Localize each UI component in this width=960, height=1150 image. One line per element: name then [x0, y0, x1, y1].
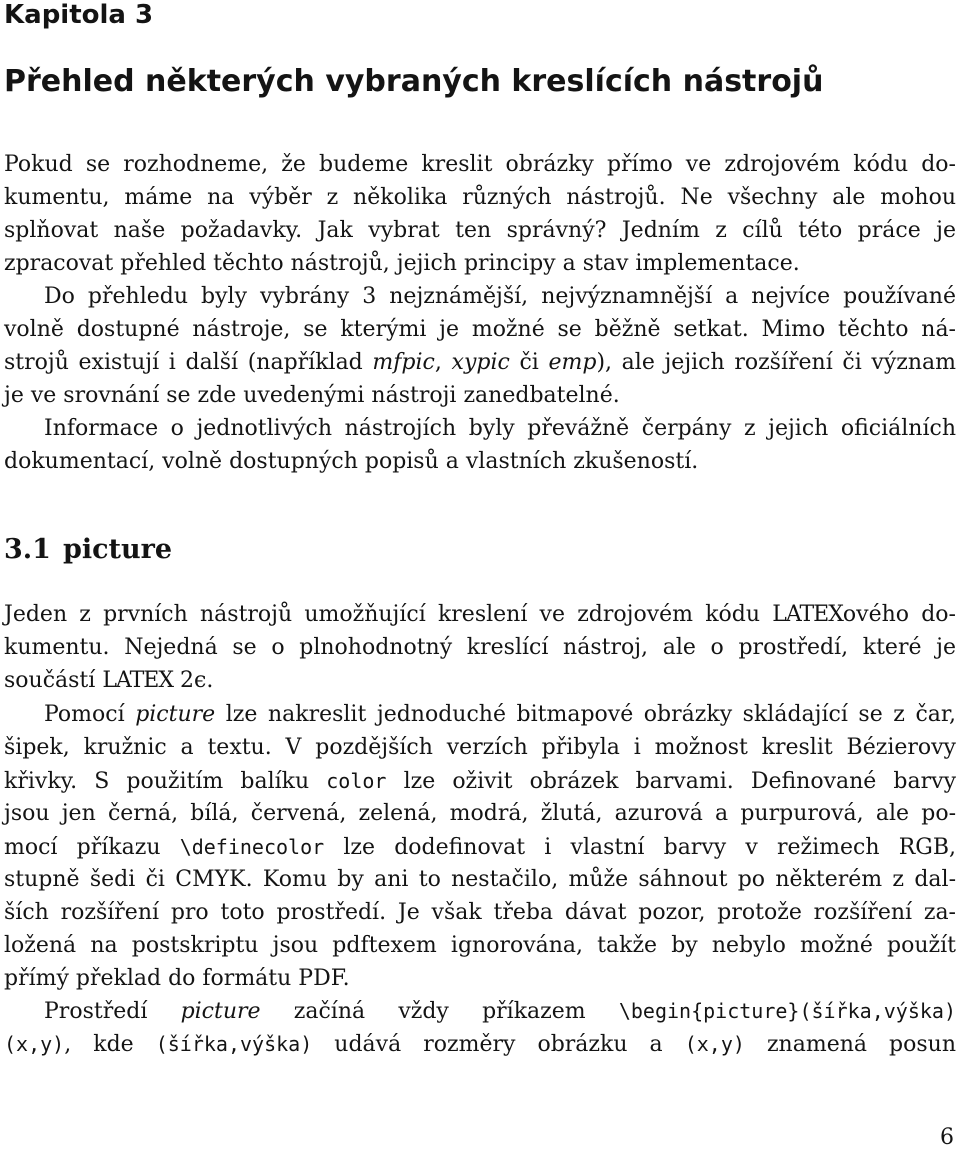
text-line	[4, 348, 956, 378]
command-begin-picture: \begin{picture}(šířka,výška)	[618, 999, 956, 1023]
text-run: znamená posun	[744, 1032, 956, 1057]
text-line	[4, 1029, 956, 1059]
latex-logo: LATEX	[102, 668, 174, 693]
text-run: křivky. S použitím balíku	[4, 769, 327, 794]
text-line: jsou jen černá, bílá, červená, zelená, modrá, žlutá, azurová a purpurová, ale po-	[4, 801, 956, 826]
text-line: volně dostupné nástroje, se kterými je možné se běžně setkat. Mimo těchto ná-	[4, 317, 956, 342]
text-run: udává rozměry obrázku a	[312, 1032, 685, 1057]
text-line: ložená na postskriptu jsou pdftexem ignorována, takže by nebylo možné použít	[4, 933, 956, 958]
text-run: Jeden z prvních nástrojů umožňující kreslení ve zdrojovém kódu	[4, 602, 773, 627]
text-line	[44, 700, 956, 730]
text-line	[4, 666, 213, 696]
command-definecolor: \definecolor	[179, 835, 325, 859]
text-run: začíná vždy příkazem	[260, 999, 619, 1024]
text-line: ších rozšíření pro toto prostředí. Je však třeba dávat pozor, protože rozšíření za-	[4, 900, 956, 925]
text-run: ,	[434, 350, 452, 375]
section-title: picture	[62, 534, 173, 565]
text-run: mocí příkazu	[4, 835, 180, 860]
text-run: 2ϵ.	[173, 668, 214, 693]
text-run: Pomocí	[44, 702, 136, 727]
text-line	[44, 996, 956, 1026]
text-line: kumentu. Nejedná se o plnohodnotný kreslící nástroj, ale o prostředí, které je	[4, 635, 956, 660]
text-line: přímý překlad do formátu PDF.	[4, 966, 350, 991]
text-line	[4, 832, 956, 862]
text-run: lze dodefinovat i vlastní barvy v režimech RGB,	[324, 835, 956, 860]
text-line: kumentu, máme na výběr z několika různých nástrojů. Ne všechny ale mohou	[4, 185, 956, 210]
chapter-title: Přehled některých vybraných kreslících nástrojů	[4, 64, 824, 99]
text-run: ového do-	[842, 602, 956, 627]
tool-name-emp: emp	[548, 350, 597, 375]
section-heading	[4, 534, 172, 565]
text-line: Informace o jednotlivých nástrojích byly převážně čerpány z jejich oficiálních	[44, 416, 956, 441]
code-sirka-vyska: (šířka,výška)	[155, 1032, 313, 1056]
text-run: Prostředí	[44, 999, 181, 1024]
text-line: stupně šedi či CMYK. Komu by ani to nestačilo, může sáhnout po některém z dal-	[4, 867, 956, 892]
chapter-label: Kapitola 3	[4, 0, 154, 30]
text-line: šipek, kružnic a textu. V pozdějších verzích přibyla i možnost kreslit Bézierovy	[4, 735, 956, 760]
code-xy: (x,y)	[684, 1032, 745, 1056]
text-line: Pokud se rozhodneme, že budeme kreslit obrázky přímo ve zdrojovém kódu do-	[4, 152, 956, 177]
text-line	[4, 600, 956, 630]
text-run: strojů existují i další (například	[4, 350, 373, 375]
page-number: 6	[940, 1125, 954, 1150]
text-line: je ve srovnání se zde uvedenými nástroji zanedbatelné.	[4, 383, 620, 408]
text-line: dokumentací, volně dostupných popisů a vlastních zkušeností.	[4, 449, 699, 474]
code-xy: (x,y)	[4, 1032, 65, 1056]
latex-logo: LATEX	[772, 602, 843, 627]
text-run: lze oživit obrázek barvami. Definované barvy	[386, 769, 956, 794]
text-run: součástí	[4, 668, 103, 693]
text-run: lze nakreslit jednoduché bitmapové obrázky skládající se z čar,	[215, 702, 956, 727]
text-run: či	[509, 350, 549, 375]
text-line: splňovat naše požadavky. Jak vybrat ten správný? Jedním z cílů této práce je	[4, 218, 956, 243]
text-run: ), ale jejich rozšíření či význam	[596, 350, 956, 375]
text-run: , kde	[64, 1032, 156, 1057]
text-line: zpracovat přehled těchto nástrojů, jejich principy a stav implementace.	[4, 251, 800, 276]
tool-name-mfpic: mfpic	[372, 350, 435, 375]
tool-name-xypic: xypic	[451, 350, 510, 375]
text-line	[4, 766, 956, 796]
package-name-color: color	[326, 769, 387, 793]
section-number: 3.1	[4, 534, 51, 565]
env-name-picture: picture	[180, 999, 261, 1024]
env-name-picture: picture	[135, 702, 216, 727]
text-line: Do přehledu byly vybrány 3 nejznámější, nejvýznamnější a nejvíce používané	[44, 284, 956, 309]
